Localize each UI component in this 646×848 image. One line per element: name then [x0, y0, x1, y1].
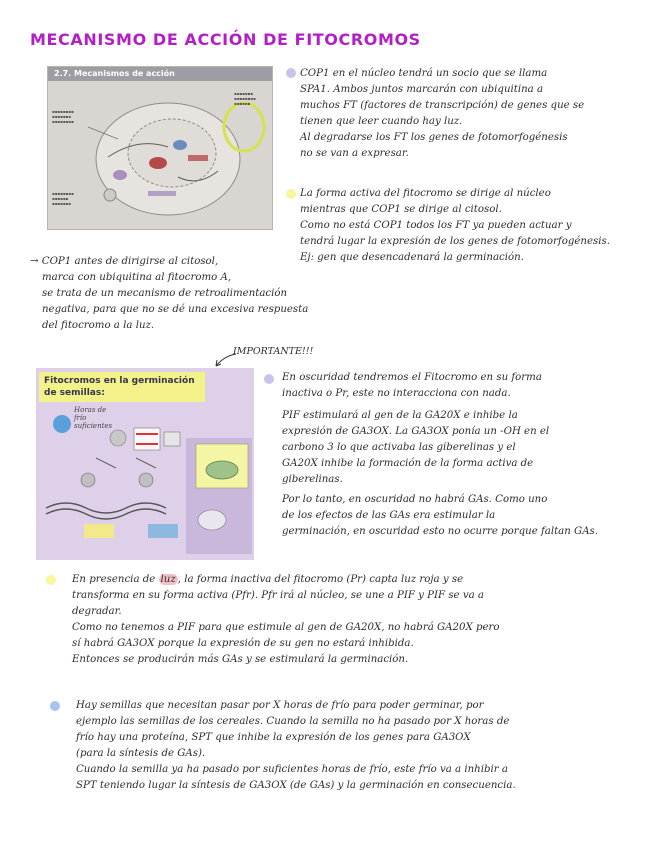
figure-cop1-mechanism: 2.7. Mecanismos de acción ▪▪▪▪▪▪▪▪ ▪▪▪▪▪▪▪ ▪▪▪▪▪▪▪▪ ▪▪▪▪▪▪▪ ▪▪▪▪▪▪▪▪ ▪▪▪▪▪▪ ▪▪▪▪▪▪▪▪ ▪▪▪▪▪▪ ▪▪▪▪▪▪▪: [47, 66, 273, 230]
figure-handwritten-note: Horas de frío suficientes: [74, 406, 113, 430]
figure-heading: 2.7. Mecanismos de acción: [54, 69, 175, 78]
note-cop1-spa1: COP1 en el núcleo tendrá un socio que se llama SPA1. Ambos juntos marcarán con ubiquitina a muchos FT (factores de transcripción) de genes que se tienen que leer cuando hay luz. Al degradarse los FT los genes de fotomorfogénesis no se van a expresar.: [300, 68, 585, 159]
bullet-dot-icon: [286, 189, 296, 199]
figure-heading: Fitocromos en la germinación de semillas:: [39, 372, 205, 402]
figure-germination: [36, 368, 254, 560]
bullet-dot-icon: [286, 68, 296, 78]
note-light: En presencia de luz , la forma inactiva del fitocromo (Pr) capta luz roja y se transforma en su forma activa (Pfr). Pfr irá al núcleo, se une a PIF y PIF se va a degradar. Como no tenemos a PIF para que estimule al gen de GA20X, no habrá GA20X pero sí habrá GA3OX porque la expresión de su gen no estará inhibida. Entonces se producirán más GAs y se estimulará la germinación.: [72, 574, 500, 665]
note-cop1-feedback: → COP1 antes de dirigirse al citosol, marca con ubiquitina al fitocromo A, se trata de un mecanismo de retroalimentación negativa, para que no se dé una excesiva respuesta del fitocromo a la luz.: [30, 256, 309, 331]
bullet-dot-icon: [50, 701, 60, 711]
note-darkness: En oscuridad tendremos el Fitocromo en su forma inactiva o Pr, este no interacciona con nada. PIF estimulará al gen de la GA20X e inhibe la expresión de GA3OX. La GA3OX ponía un -OH en el carbono 3 lo que activaba las giberelinas y el GA20X inhibe la formación de la forma activa de giberelinas. Por lo tanto, en oscuridad no habrá GAs. Como uno de los efectos de las GAs era estimular la germinación, en oscuridad esto no ocurre porque faltan GAs.: [282, 372, 599, 537]
note-active-phytochrome: La forma activa del fitocromo se dirige al núcleo mientras que COP1 se dirige al citosol. Como no está COP1 todos los FT ya pueden actuar y tendrá lugar la expresión de los genes de fotomorfogénesis. Ej: gen que desencadenará la germinación.: [300, 188, 610, 263]
page-title: MECANISMO DE ACCIÓN DE FITOCROMOS: [30, 30, 421, 49]
highlight-luz: luz: [160, 574, 176, 585]
important-label: IMPORTANTE!!!: [233, 346, 314, 357]
note-cold-hours: Hay semillas que necesitan pasar por X horas de frío para poder germinar, por ejemplo las semillas de los cereales. Cuando la semilla no ha pasado por X horas de frío hay una proteína, SPT que inhibe la expresión de los genes para GA3OX (para la síntesis de GAs). Cuando la semilla ya ha pasado por suficientes horas de frío, este frío va a inhibir a SPT teniendo lugar la síntesis de GA3OX (de GAs) y la germinación en consecuencia.: [76, 700, 516, 791]
bullet-dot-icon: [46, 575, 56, 585]
bullet-dot-icon: [264, 374, 274, 384]
